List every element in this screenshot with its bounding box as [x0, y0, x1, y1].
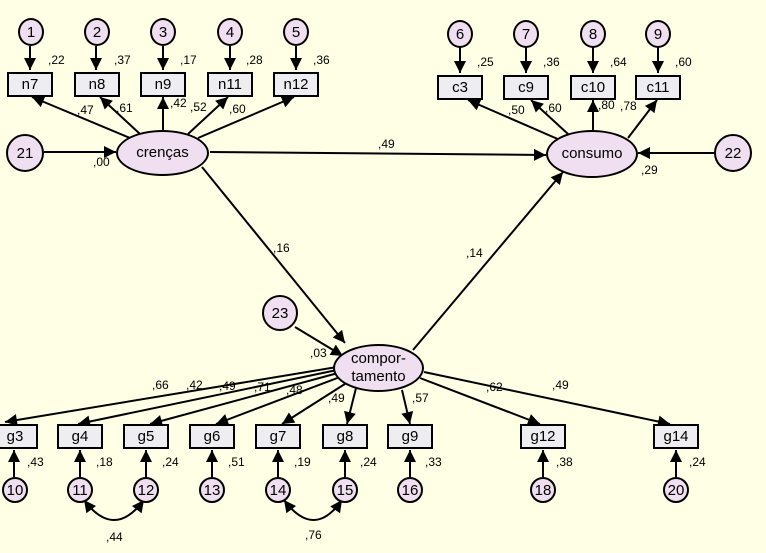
- cov-label-e11-e12: ,44: [106, 530, 123, 544]
- indicator-c11: [635, 75, 681, 100]
- error-label: 16: [401, 481, 419, 499]
- loading-n9: ,42: [170, 96, 187, 110]
- error-label: 6: [455, 25, 465, 43]
- indicator-n7: [7, 72, 53, 97]
- indicator-n9: [140, 72, 186, 97]
- indicator-label: g12: [530, 428, 556, 445]
- r2-n11: ,28: [246, 53, 263, 67]
- loading-n12: ,60: [229, 102, 246, 116]
- indicator-c10: [570, 75, 616, 100]
- loading-c9: ,60: [545, 101, 562, 115]
- indicator-label: g6: [203, 428, 221, 445]
- path-comportamento-g12: [420, 378, 540, 424]
- error-circle-18: [530, 477, 556, 503]
- latent-comportamento: [333, 344, 424, 392]
- r2-c9: ,36: [543, 55, 560, 69]
- path-comportamento-consumo: [413, 172, 563, 350]
- indicator-n11: [207, 72, 253, 97]
- r2-comportamento: ,03: [310, 346, 327, 360]
- r2-g9: ,33: [425, 455, 442, 469]
- r2-n9: ,17: [180, 53, 197, 67]
- cov-label-e14-e15: ,76: [305, 528, 322, 542]
- r2-g4: ,18: [96, 455, 113, 469]
- error-circle-11: [67, 477, 93, 503]
- error-label: 3: [158, 23, 168, 41]
- indicator-label: n7: [21, 76, 39, 93]
- loading-g3: ,66: [152, 378, 169, 392]
- path-label-crencas-consumo: ,49: [378, 137, 395, 151]
- error-label: 4: [225, 23, 235, 41]
- indicator-label: g7: [269, 428, 287, 445]
- path-label-comportamento-consumo: ,14: [466, 246, 483, 260]
- loading-g14: ,49: [552, 378, 569, 392]
- path-comportamento-g4: [78, 370, 337, 424]
- r2-g8: ,24: [360, 455, 377, 469]
- r2-n7: ,22: [48, 53, 65, 67]
- error-label: 5: [291, 23, 301, 41]
- indicator-g5: [123, 424, 169, 449]
- indicator-g12: [520, 424, 566, 449]
- error-label: 8: [588, 25, 598, 43]
- path-comportamento-g14: [424, 372, 670, 424]
- error-label: 7: [521, 25, 531, 43]
- indicator-g9: [387, 424, 433, 449]
- indicator-label: c9: [518, 79, 534, 96]
- loading-n11: ,52: [190, 100, 207, 114]
- error-label: 10: [6, 481, 24, 499]
- error-circle-6: [447, 20, 473, 48]
- error-circle-9: [645, 20, 671, 48]
- loading-c10: ,80: [598, 98, 615, 112]
- indicator-label: c3: [452, 79, 468, 96]
- loading-n8: ,61: [116, 101, 133, 115]
- indicator-n8: [74, 72, 120, 97]
- r2-n12: ,36: [313, 53, 330, 67]
- r2-g14: ,24: [689, 455, 706, 469]
- indicator-label: n11: [218, 76, 242, 93]
- indicator-label: n8: [88, 76, 106, 93]
- indicator-g3: [0, 424, 38, 449]
- latent-label-line1: compor-: [350, 350, 406, 367]
- error-label: 14: [269, 481, 287, 499]
- error-label: 13: [203, 481, 221, 499]
- indicator-label: g4: [71, 428, 89, 445]
- disturbance-circle-22: [714, 134, 752, 172]
- error-label: 23: [271, 304, 289, 322]
- indicator-n12: [273, 72, 319, 97]
- error-circle-8: [580, 20, 606, 48]
- error-circle-12: [133, 477, 159, 503]
- indicator-label: g3: [6, 428, 24, 445]
- error-circle-16: [397, 477, 423, 503]
- latent-consumo: [546, 130, 638, 178]
- error-circle-13: [199, 477, 225, 503]
- latent-label: crenças: [136, 144, 189, 161]
- loading-g9: ,57: [412, 391, 429, 405]
- indicator-label: c11: [646, 79, 670, 96]
- r2-n8: ,37: [114, 53, 131, 67]
- loading-g5: ,49: [219, 379, 236, 393]
- error-label: 20: [667, 481, 685, 499]
- r2-g7: ,19: [294, 455, 311, 469]
- loading-g4: ,42: [186, 378, 203, 392]
- loading-g8: ,49: [328, 391, 345, 405]
- indicator-label: g5: [137, 428, 155, 445]
- path-comportamento-g8: [347, 388, 356, 424]
- path-comportamento-g9: [402, 390, 410, 424]
- loading-n7: ,47: [77, 103, 94, 117]
- error-circle-3: [150, 18, 176, 46]
- error-circle-2: [84, 18, 110, 46]
- disturbance-circle-23: [262, 295, 298, 331]
- indicator-c3: [437, 75, 483, 100]
- error-circle-1: [18, 18, 44, 46]
- error-label: 2: [92, 23, 102, 41]
- indicator-label: g8: [336, 428, 354, 445]
- error-circle-5: [283, 18, 309, 46]
- loading-g6: ,71: [254, 380, 271, 394]
- indicator-label: c10: [580, 79, 606, 96]
- r2-c11: ,60: [675, 55, 692, 69]
- cov-e14-e15: [284, 500, 342, 520]
- r2-g3: ,43: [27, 455, 44, 469]
- indicator-label: n9: [154, 76, 172, 93]
- indicator-label: g14: [663, 428, 689, 445]
- error-label: 11: [72, 481, 88, 499]
- error-label: 15: [336, 481, 354, 499]
- latent-label: consumo: [561, 145, 623, 162]
- loading-c3: ,50: [508, 103, 525, 117]
- indicator-g6: [189, 424, 235, 449]
- path-label-crencas-comportamento: ,16: [273, 241, 290, 255]
- cov-e11-e12: [84, 500, 144, 520]
- error-circle-15: [332, 477, 358, 503]
- indicator-label: n12: [283, 76, 309, 93]
- r2-g6: ,51: [228, 455, 245, 469]
- r2-g5: ,24: [162, 455, 179, 469]
- disturbance-circle-21: [6, 134, 44, 172]
- latent-label-line2: tamento: [351, 368, 406, 385]
- latent-crencas: [116, 130, 209, 176]
- path-crencas-consumo: [210, 152, 546, 155]
- loading-g7: ,48: [286, 383, 303, 397]
- r2-c10: ,64: [610, 55, 627, 69]
- path-comportamento-g5: [150, 373, 338, 424]
- loading-c11: ,78: [620, 99, 637, 113]
- r2-crencas: ,00: [93, 155, 110, 169]
- path-crencas-n12: [198, 97, 294, 138]
- indicator-c9: [503, 75, 549, 100]
- error-label: 1: [26, 23, 36, 41]
- r2-consumo: ,29: [641, 163, 658, 177]
- error-circle-4: [217, 18, 243, 46]
- indicator-g4: [57, 424, 103, 449]
- error-circle-10: [2, 477, 28, 503]
- r2-c3: ,25: [477, 55, 494, 69]
- indicator-g14: [653, 424, 699, 449]
- indicator-label: g9: [401, 428, 419, 445]
- indicator-g8: [322, 424, 368, 449]
- error-label: 9: [653, 25, 663, 43]
- indicator-g7: [255, 424, 301, 449]
- error-label: 21: [16, 144, 34, 162]
- error-label: 22: [724, 144, 742, 162]
- error-label: 18: [534, 481, 552, 499]
- r2-g12: ,38: [556, 455, 573, 469]
- error-label: 12: [137, 481, 155, 499]
- loading-g12: ,62: [486, 380, 503, 394]
- error-circle-7: [513, 20, 539, 48]
- error-circle-14: [265, 477, 291, 503]
- error-circle-20: [663, 477, 689, 503]
